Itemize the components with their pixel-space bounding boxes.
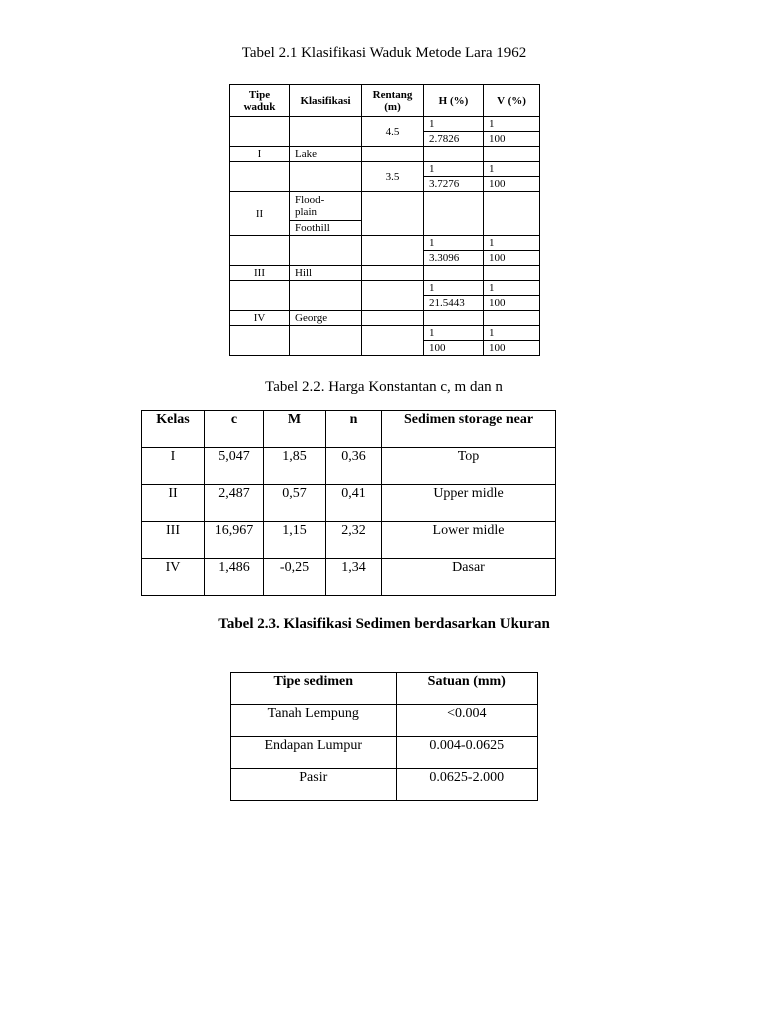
- table-cell: 1,15: [264, 522, 326, 559]
- header-tipe-sedimen: Tipe sedimen: [231, 673, 397, 705]
- table-cell: 100: [424, 341, 484, 356]
- header-klasifikasi: Klasifikasi: [290, 85, 362, 117]
- table-cell: 100: [484, 177, 540, 192]
- table-cell: [230, 117, 290, 147]
- header-kelas: Kelas: [142, 411, 205, 448]
- table-cell: 1: [484, 162, 540, 177]
- table-row: [142, 559, 556, 596]
- table-cell: [484, 311, 540, 326]
- header-c: c: [205, 411, 264, 448]
- table-cell: [424, 192, 484, 236]
- table-cell: III: [142, 522, 205, 559]
- header-text: Rentang: [372, 88, 413, 101]
- table-cell: 100: [484, 341, 540, 356]
- table-row: [230, 266, 540, 281]
- table-row: [230, 311, 540, 326]
- table-cell: [484, 147, 540, 162]
- table-row: [230, 147, 540, 162]
- table-cell: 0.004-0.0625: [396, 737, 537, 769]
- table-row: [230, 117, 540, 132]
- table-cell: 100: [484, 251, 540, 266]
- table-cell: Foothill: [290, 221, 362, 236]
- table-cell: 0,57: [264, 485, 326, 522]
- table-cell: [484, 192, 540, 236]
- table-sediment-size: [230, 672, 538, 801]
- table-cell: [290, 192, 362, 221]
- table-cell: [230, 162, 290, 192]
- table-cell: 4.5: [362, 117, 424, 147]
- header-sedimen-storage: Sedimen storage near: [382, 411, 556, 448]
- table-cell: II: [142, 485, 205, 522]
- table-row: [230, 192, 540, 221]
- table-cell: I: [230, 147, 290, 162]
- table-cell: Pasir: [231, 769, 397, 801]
- table-row: [231, 769, 538, 801]
- table-cell: 1: [484, 117, 540, 132]
- table-cell: 1: [484, 326, 540, 341]
- table-cell: [290, 162, 362, 192]
- table-header-row: [230, 85, 540, 117]
- table-cell: 1,85: [264, 448, 326, 485]
- table-cell: 3.7276: [424, 177, 484, 192]
- table-row: [142, 522, 556, 559]
- table-cell: [362, 311, 424, 326]
- table-cell: [484, 266, 540, 281]
- table-cell: [230, 326, 290, 356]
- table-cell: Lake: [290, 147, 362, 162]
- table-cell: [290, 236, 362, 266]
- table-cell: Dasar: [382, 559, 556, 596]
- table-cell: 1: [424, 162, 484, 177]
- header-h: H (%): [424, 85, 484, 117]
- table-cell: [362, 326, 424, 356]
- table-cell: 2.7826: [424, 132, 484, 147]
- table-cell: Hill: [290, 266, 362, 281]
- table-row: [230, 326, 540, 341]
- table-cell: 1,34: [326, 559, 382, 596]
- table1-caption: Tabel 2.1 Klasifikasi Waduk Metode Lara 1962: [241, 45, 527, 61]
- table-row: [230, 281, 540, 296]
- table-cell: 1: [424, 281, 484, 296]
- header-satuan: Satuan (mm): [396, 673, 537, 705]
- table-cell: Lower midle: [382, 522, 556, 559]
- header-v: V (%): [484, 85, 540, 117]
- table-cell: [424, 311, 484, 326]
- table-cell: [230, 236, 290, 266]
- table-cell: [362, 147, 424, 162]
- table-cell: 100: [484, 296, 540, 311]
- header-text: (m): [384, 100, 401, 113]
- table-cell: 1: [484, 236, 540, 251]
- table-cell: George: [290, 311, 362, 326]
- table-cell: 1,486: [205, 559, 264, 596]
- table-cell: 2,32: [326, 522, 382, 559]
- table-cell: 3.5: [362, 162, 424, 192]
- table-cell: 2,487: [205, 485, 264, 522]
- table-header-row: [142, 411, 556, 448]
- table-row: [231, 737, 538, 769]
- table-cell: Endapan Lumpur: [231, 737, 397, 769]
- table-cell: 100: [484, 132, 540, 147]
- header-tipe-waduk: [230, 85, 290, 117]
- table-cell: -0,25: [264, 559, 326, 596]
- table-cell: Top: [382, 448, 556, 485]
- table3-caption: Tabel 2.3. Klasifikasi Sedimen berdasarkan Ukuran: [218, 616, 550, 632]
- table-cell: II: [230, 192, 290, 236]
- table-cell: 0.0625-2.000: [396, 769, 537, 801]
- table-header-row: [231, 673, 538, 705]
- table-cell: 0,41: [326, 485, 382, 522]
- table-cell: 1: [424, 117, 484, 132]
- table-cell: I: [142, 448, 205, 485]
- table2-caption: Tabel 2.2. Harga Konstantan c, m dan n: [265, 379, 503, 395]
- table-cell: III: [230, 266, 290, 281]
- table-cell: 1: [424, 236, 484, 251]
- table-cell: [230, 281, 290, 311]
- header-m: M: [264, 411, 326, 448]
- table-cell: <0.004: [396, 705, 537, 737]
- cell-text: Flood-plain: [295, 194, 325, 218]
- table-cell: 21.5443: [424, 296, 484, 311]
- table-cell: 3.3096: [424, 251, 484, 266]
- table-row: [230, 236, 540, 251]
- table-cell: 5,047: [205, 448, 264, 485]
- header-rentang: [362, 85, 424, 117]
- table-cell: [362, 266, 424, 281]
- table-row: [231, 705, 538, 737]
- table-cell: [424, 266, 484, 281]
- table-cell: 16,967: [205, 522, 264, 559]
- header-text: Tipe: [248, 88, 271, 101]
- header-text: waduk: [243, 100, 276, 113]
- table-cell: 1: [484, 281, 540, 296]
- table-cell: [362, 236, 424, 266]
- header-n: n: [326, 411, 382, 448]
- table-cell: [290, 281, 362, 311]
- table-cell: [424, 147, 484, 162]
- table-cell: Tanah Lempung: [231, 705, 397, 737]
- table-lara-classification: [229, 84, 540, 356]
- table-cell: [290, 326, 362, 356]
- table-row: [230, 162, 540, 177]
- table-cell: Upper midle: [382, 485, 556, 522]
- table-cell: [362, 281, 424, 311]
- table-cell: [290, 117, 362, 147]
- table-row: [142, 485, 556, 522]
- table-cell: 0,36: [326, 448, 382, 485]
- table-row: [142, 448, 556, 485]
- table-cell: IV: [230, 311, 290, 326]
- table-cell: [362, 192, 424, 236]
- table-constants: [141, 410, 556, 596]
- table-cell: IV: [142, 559, 205, 596]
- table-cell: 1: [424, 326, 484, 341]
